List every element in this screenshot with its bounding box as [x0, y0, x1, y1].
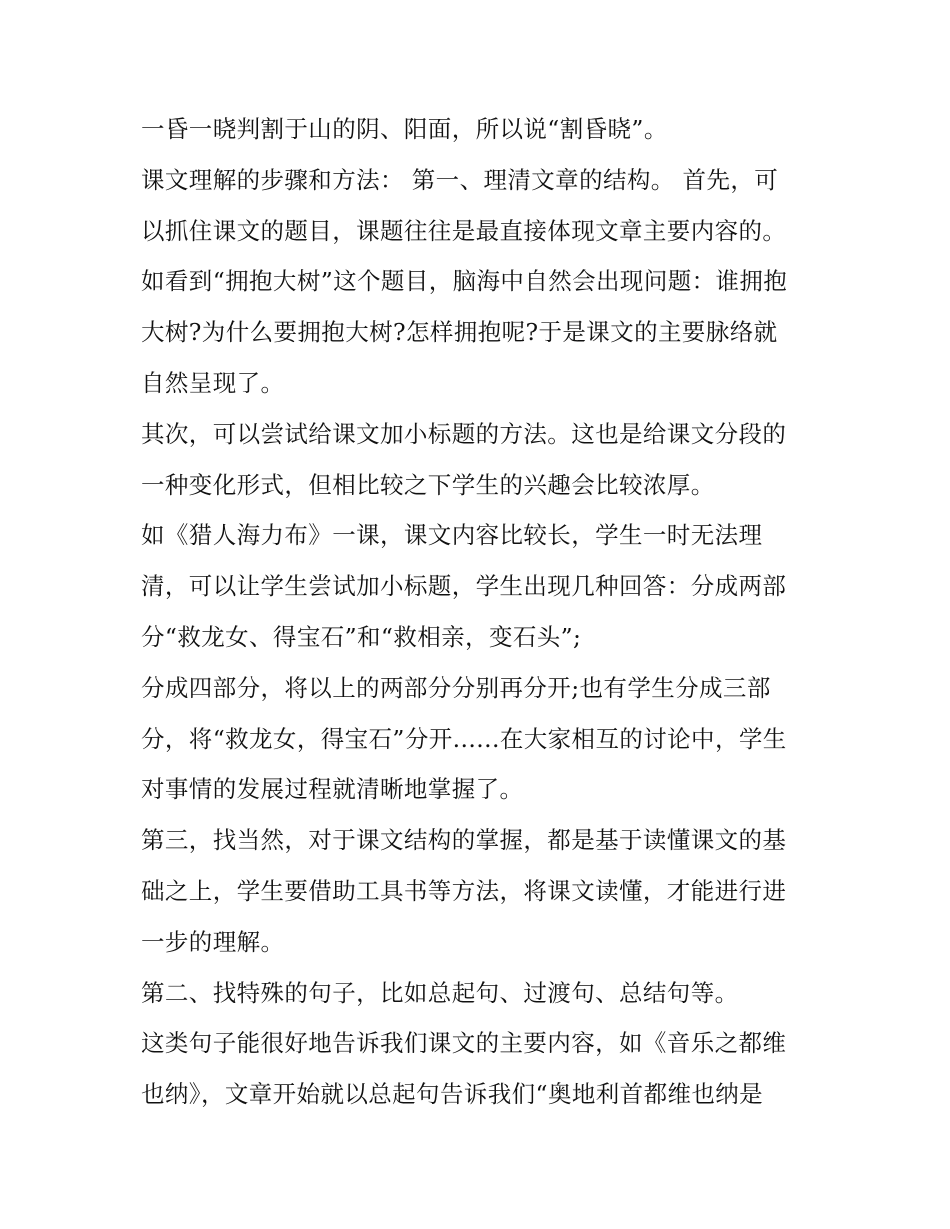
text-line: 如看到“拥抱大树”这个题目，脑海中自然会出现问题：谁拥抱 — [141, 267, 788, 296]
text-line: 以抓住课文的题目，课题往往是最直接体现文章主要内容的。 — [141, 216, 787, 245]
text-line: 一昏一晓判割于山的阴、阳面，所以说“割昏晓”。 — [141, 115, 668, 143]
text-line: 一步的理解。 — [141, 927, 285, 956]
text-line: 其次，可以尝试给课文加小标题的方法。这也是给课文分段的 — [141, 419, 787, 448]
text-line: 大树?为什么要拥抱大树?怎样拥抱呢?于是课文的主要脉络就 — [141, 318, 778, 347]
text-line: 一种变化形式，但相比较之下学生的兴趣会比较浓厚。 — [141, 470, 715, 499]
text-line: 分“救龙女、得宝石”和“救相亲，变石头”; — [141, 622, 582, 651]
text-line: 础之上，学生要借助工具书等方法，将课文读懂，才能进行进 — [141, 876, 787, 905]
text-line: 课文理解的步骤和方法： 第一、理清文章的结构。 首先，可 — [141, 165, 779, 194]
text-line: 自然呈现了。 — [141, 368, 285, 397]
text-line: 第三，找当然，对于课文结构的掌握，都是基于读懂课文的基 — [141, 826, 787, 855]
document-body — [141, 104, 821, 1120]
text-line: 分成四部分，将以上的两部分分别再分开;也有学生分成三部 — [141, 673, 771, 702]
text-line: 也纳》，文章开始就以总起句告诉我们“奥地利首都维也纳是 — [141, 1080, 764, 1109]
text-line: 如《猎人海力布》一课，课文内容比较长，学生一时无法理 — [141, 521, 763, 550]
text-line: 第二、找特殊的句子，比如总起句、过渡句、总结句等。 — [141, 978, 739, 1007]
text-line: 分，将“救龙女，得宝石”分开......在大家相互的讨论中，学生 — [141, 724, 787, 753]
text-line: 清，可以让学生尝试加小标题，学生出现几种回答：分成两部 — [141, 572, 787, 601]
text-line: 对事情的发展过程就清晰地掌握了。 — [141, 775, 524, 804]
text-line: 这类句子能很好地告诉我们课文的主要内容，如《音乐之都维 — [141, 1029, 787, 1058]
